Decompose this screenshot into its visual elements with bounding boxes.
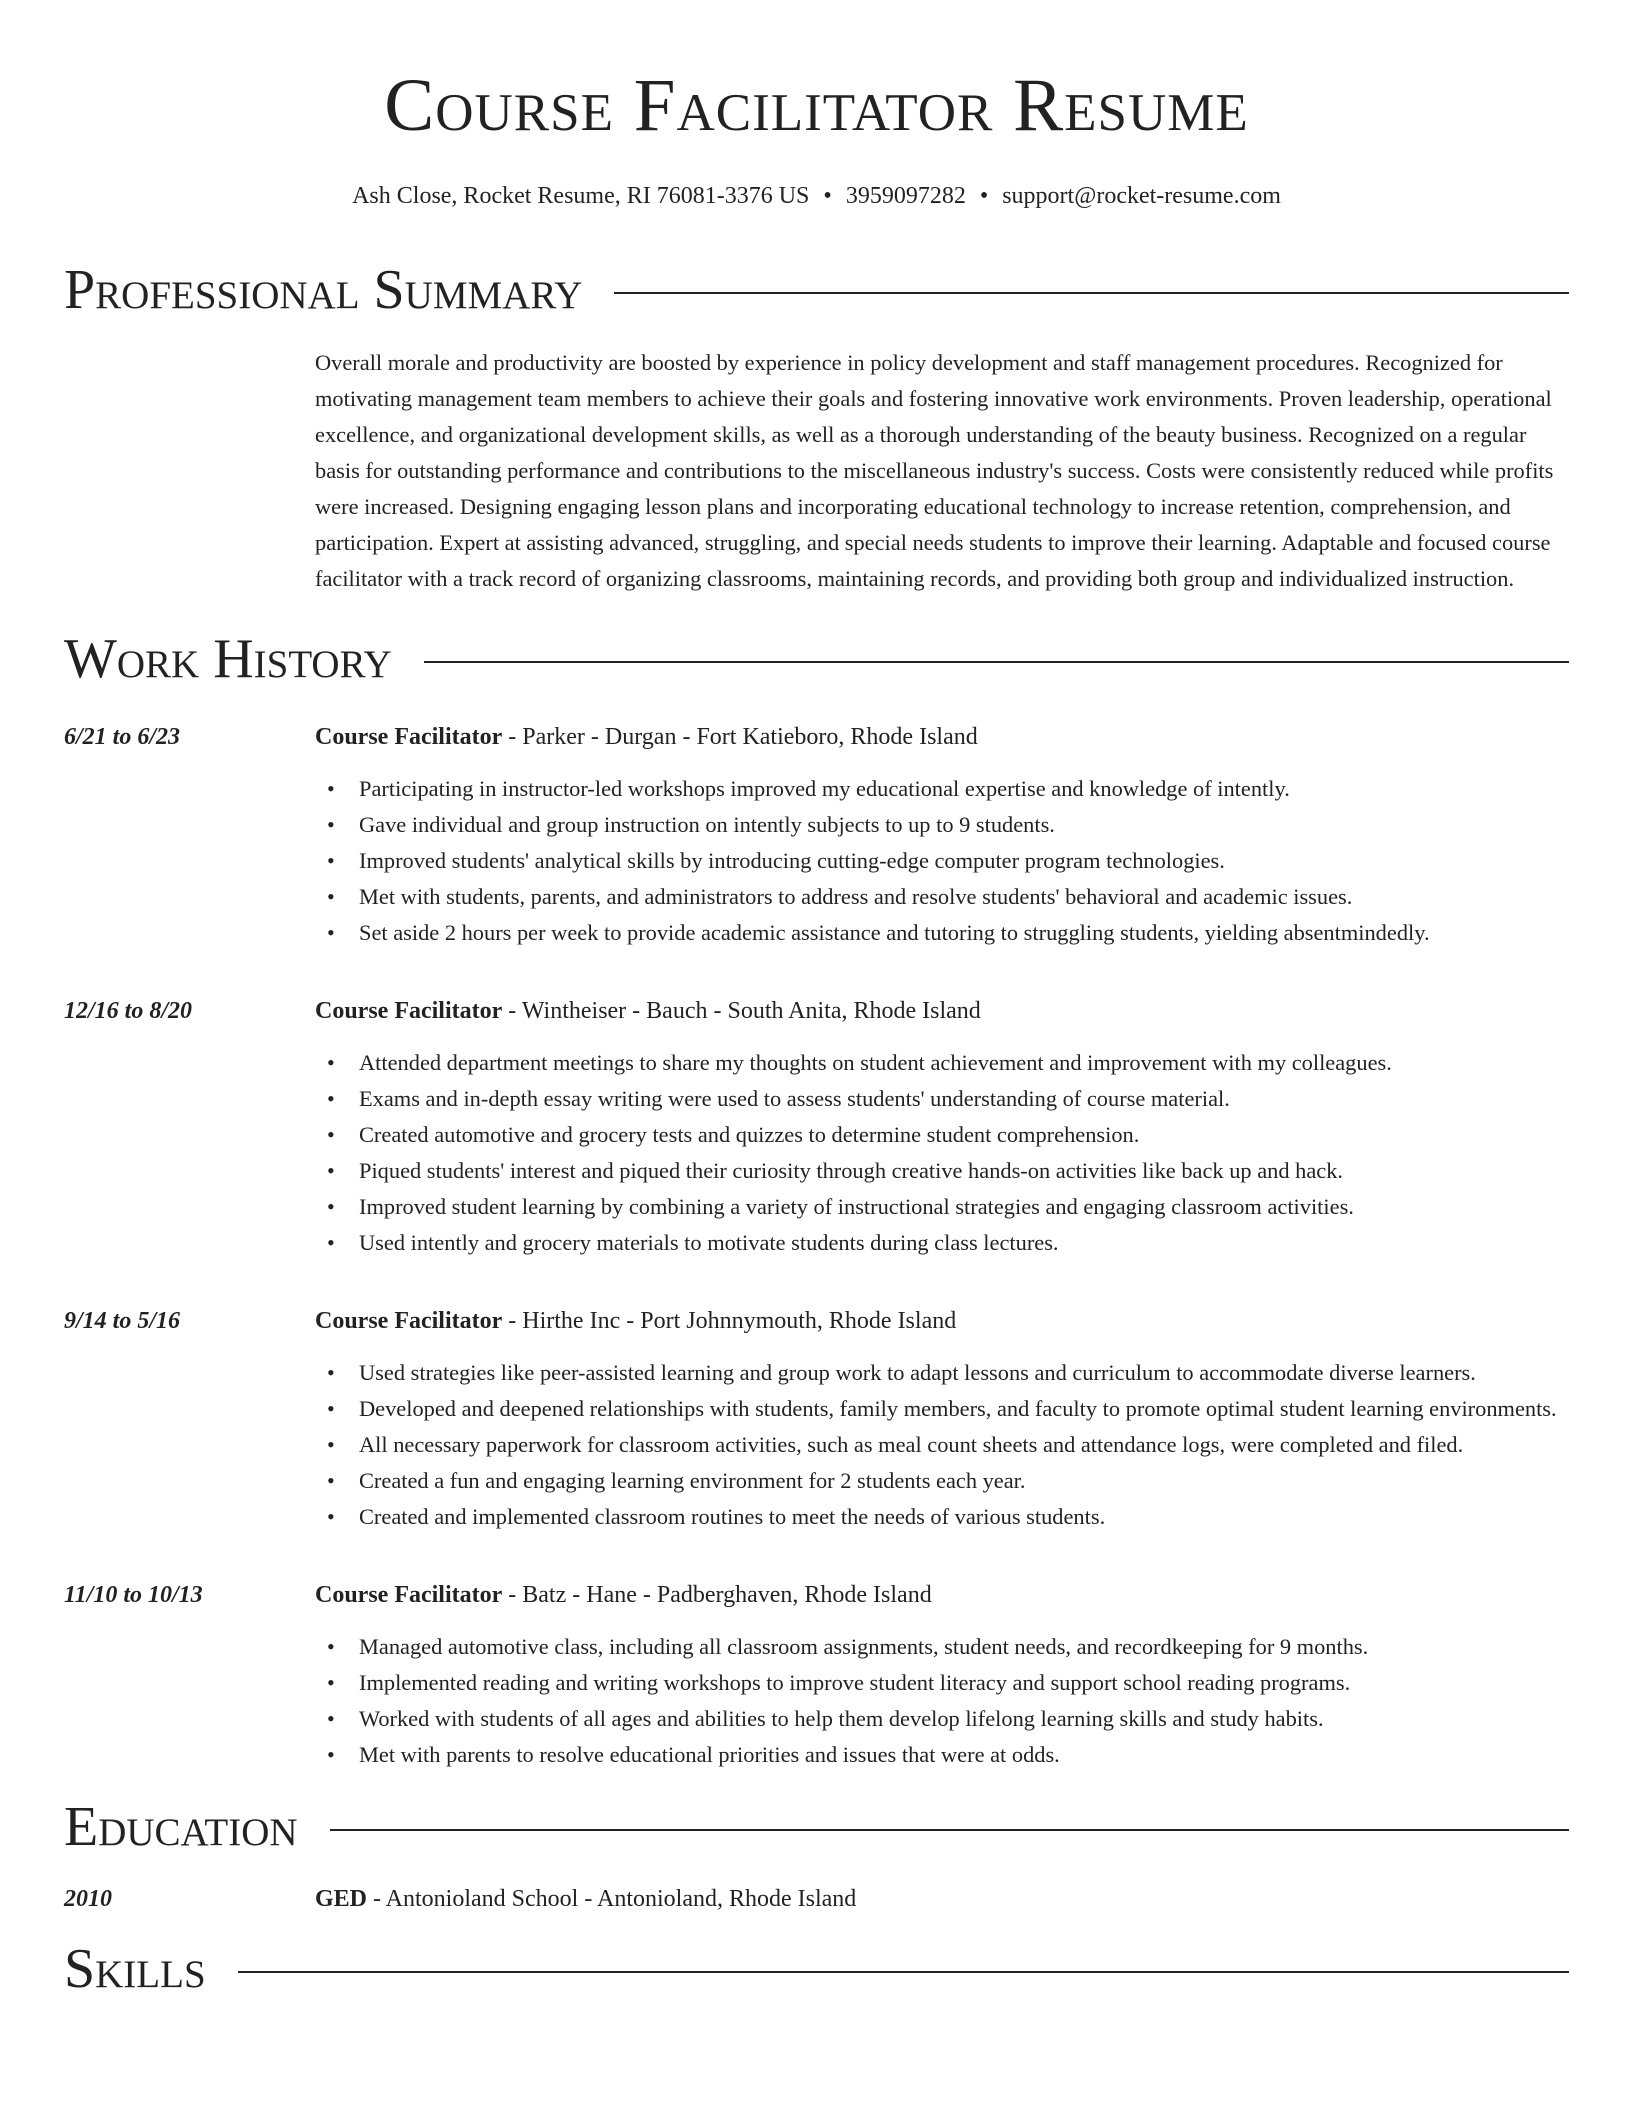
job-employer-location: - Batz - Hane - Padberghaven, Rhode Island xyxy=(502,1582,932,1608)
job-bullet: • Set aside 2 hours per week to provide academic assistance and tutoring to struggling students, yielding absentmindedly. xyxy=(315,915,1569,951)
job-bullet: • Developed and deepened relationships with students, family members, and faculty to promote optimal student learning environments. xyxy=(315,1391,1569,1427)
skills-section-header xyxy=(64,1938,1569,2000)
job-title: Course Facilitator xyxy=(315,724,503,750)
education-details: - Antonioland School - Antonioland, Rhode Island xyxy=(367,1886,857,1912)
job-dates: 6/21 to 6/23 xyxy=(64,724,181,750)
job-bullet: • Managed automotive class, including all classroom assignments, student needs, and recordkeeping for 9 months. xyxy=(315,1629,1569,1665)
education-entry xyxy=(64,1883,1569,1915)
job-body xyxy=(315,1579,1569,1773)
contact-email: support@rocket-resume.com xyxy=(1002,183,1281,209)
contact-separator: • xyxy=(979,183,989,209)
job-entry xyxy=(64,995,1569,1261)
job-dates: 9/14 to 5/16 xyxy=(64,1308,181,1334)
job-title: Course Facilitator xyxy=(315,1582,503,1608)
job-bullet: • Used intently and grocery materials to motivate students during class lectures. xyxy=(315,1225,1569,1261)
contact-address: Ash Close, Rocket Resume, RI 76081-3376 US xyxy=(352,183,810,209)
education-section-header xyxy=(64,1796,1569,1858)
skills-heading: Skills xyxy=(64,1938,206,2000)
job-title: Course Facilitator xyxy=(315,1308,503,1334)
job-employer-location: - Parker - Durgan - Fort Katieboro, Rhode Island xyxy=(502,724,978,750)
job-bullet: • All necessary paperwork for classroom activities, such as meal count sheets and attendance logs, were completed and filed. xyxy=(315,1427,1569,1463)
resume-title: Course Facilitator Resume xyxy=(384,64,1249,147)
job-bullet: • Exams and in-depth essay writing were used to assess students' understanding of course material. xyxy=(315,1081,1569,1117)
contact-phone: 3959097282 xyxy=(845,183,966,209)
work-section-header xyxy=(64,628,1569,690)
summary-section-header xyxy=(64,259,1569,321)
job-dates: 12/16 to 8/20 xyxy=(64,998,193,1024)
job-role-line xyxy=(315,995,1569,1027)
job-bullet: • Attended department meetings to share my thoughts on student achievement and improvement with my colleagues. xyxy=(315,1045,1569,1081)
job-bullet: • Improved students' analytical skills by introducing cutting-edge computer program technologies. xyxy=(315,843,1569,879)
job-bullet-list xyxy=(315,1355,1569,1535)
job-bullet: • Participating in instructor-led workshops improved my educational expertise and knowledge of intently. xyxy=(315,771,1569,807)
summary-heading: Professional Summary xyxy=(64,259,583,321)
education-heading: Education xyxy=(64,1796,298,1858)
work-history-list xyxy=(64,721,1569,1773)
job-role-line xyxy=(315,721,1569,753)
job-bullet: • Met with parents to resolve educational priorities and issues that were at odds. xyxy=(315,1737,1569,1773)
summary-text: Overall morale and productivity are boosted by experience in policy development and staff management procedures. Recognized for motivating management team members to achieve their goals and fostering innovative work environments. Proven leadership, operational excellence, and organizational development skills, as well as a thorough understanding of the beauty business. Recognized on a regular basis for outstanding performance and contributions to the miscellaneous industry's success. Costs were consistently reduced while profits were increased. Designing engaging lesson plans and incorporating educational technology to increase retention, comprehension, and participation. Expert at assisting advanced, struggling, and special needs students to improve their learning. Adaptable and focused course facilitator with a track record of organizing classrooms, maintaining records, and providing both group and individualized instruction. xyxy=(315,350,1554,591)
job-entry xyxy=(64,1579,1569,1773)
job-bullet: • Worked with students of all ages and abilities to help them develop lifelong learning skills and study habits. xyxy=(315,1701,1569,1737)
job-bullet: • Implemented reading and writing workshops to improve student literacy and support school reading programs. xyxy=(315,1665,1569,1701)
job-bullet: • Created and implemented classroom routines to meet the needs of various students. xyxy=(315,1499,1569,1535)
job-body xyxy=(315,721,1569,951)
job-body xyxy=(315,1305,1569,1535)
job-body xyxy=(315,995,1569,1261)
job-entry xyxy=(64,721,1569,951)
job-bullet-list xyxy=(315,1629,1569,1773)
job-bullet: • Piqued students' interest and piqued their curiosity through creative hands-on activities like back up and hack. xyxy=(315,1153,1569,1189)
job-bullet: • Gave individual and group instruction on intently subjects to up to 9 students. xyxy=(315,807,1569,843)
work-heading: Work History xyxy=(64,628,392,690)
section-divider xyxy=(330,1829,1569,1831)
section-divider xyxy=(238,1971,1569,1973)
job-employer-location: - Wintheiser - Bauch - South Anita, Rhode Island xyxy=(502,998,981,1024)
job-role-line xyxy=(315,1305,1569,1337)
contact-separator: • xyxy=(823,183,832,209)
job-dates: 11/10 to 10/13 xyxy=(64,1582,203,1608)
job-bullet: • Met with students, parents, and administrators to address and resolve students' behavioral and academic issues. xyxy=(315,879,1569,915)
section-divider xyxy=(424,661,1569,663)
education-year: 2010 xyxy=(64,1886,112,1912)
job-title: Course Facilitator xyxy=(315,998,503,1024)
contact-line xyxy=(64,183,1569,210)
education-degree: GED xyxy=(315,1886,368,1912)
job-bullet: • Created automotive and grocery tests and quizzes to determine student comprehension. xyxy=(315,1117,1569,1153)
job-bullet: • Created a fun and engaging learning environment for 2 students each year. xyxy=(315,1463,1569,1499)
job-bullet: • Improved student learning by combining a variety of instructional strategies and engaging classroom activities. xyxy=(315,1189,1569,1225)
job-bullet-list xyxy=(315,771,1569,951)
job-bullet: • Used strategies like peer-assisted learning and group work to adapt lessons and curriculum to accommodate diverse learners. xyxy=(315,1355,1569,1391)
job-role-line xyxy=(315,1579,1569,1611)
job-bullet-list xyxy=(315,1045,1569,1261)
job-employer-location: - Hirthe Inc - Port Johnnymouth, Rhode Island xyxy=(502,1308,957,1334)
section-divider xyxy=(614,292,1569,294)
education-line xyxy=(315,1883,856,1915)
job-entry xyxy=(64,1305,1569,1535)
